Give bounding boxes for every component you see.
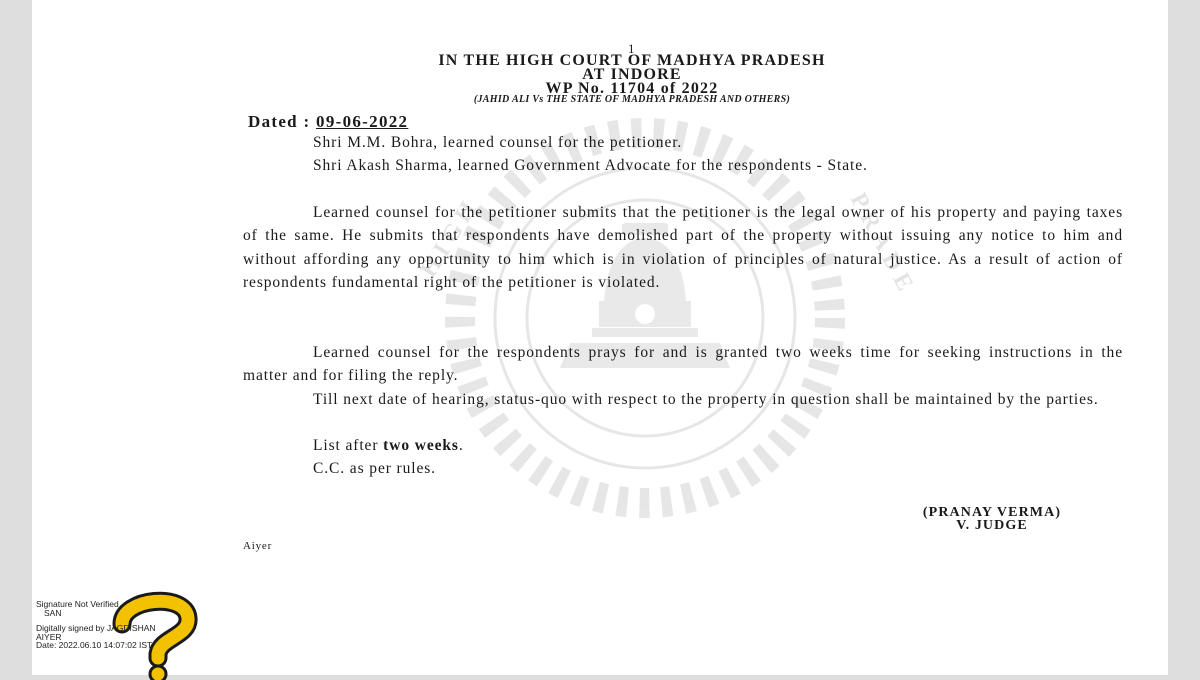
dated-label: Dated : <box>248 112 311 131</box>
paragraph-status-quo: Till next date of hearing, status-quo with respect to the property in question shall be maintained by the parties. <box>313 391 1099 408</box>
paragraph-list-after <box>243 434 1123 457</box>
clerk-initials: Aiyer <box>243 540 273 552</box>
court-name: IN THE HIGH COURT OF MADHYA PRADESH <box>438 52 826 69</box>
list-after-prefix: List after <box>313 437 379 454</box>
digital-signature-block[interactable] <box>36 600 236 650</box>
dated-value: 09-06-2022 <box>316 112 409 131</box>
paragraph-cc: C.C. as per rules. <box>313 460 436 477</box>
watermark-right-text: PRADE <box>844 188 921 301</box>
signature-date: Date: 2022.06.10 14:07:02 IST <box>36 640 153 650</box>
watermark-left-text: HIGH <box>415 192 486 282</box>
paragraph-time-granted: Learned counsel for the respondents prays for and is granted two weeks time for seeking instructions in the matter and for filing the reply. <box>243 344 1123 385</box>
list-after-bold: two weeks <box>383 437 459 454</box>
list-after-suffix: . <box>458 437 464 454</box>
signature-signed-by: Digitally signed by JAGDISHAN <box>36 623 156 633</box>
case-parties: (JAHID ALI Vs THE STATE OF MADHYA PRADESH AND OTHERS) <box>473 94 791 105</box>
signature-code: SAN <box>44 607 62 618</box>
court-bench: AT INDORE <box>582 66 682 83</box>
page-number: 1 <box>628 41 635 56</box>
paragraph-submission: Learned counsel for the petitioner submits that the petitioner is the legal owner of his property and paying taxes of the same. He submits that respondents have demolished part of the property without issuing any notice to him and without affording any opportunity to him which is in violation of principles of natural justice. As a result of action of respondents fundamental right of the petitioner is violated. <box>243 204 1123 292</box>
signature-signer-name: AIYER <box>36 631 62 642</box>
paragraph-respondent-counsel: Shri Akash Sharma, learned Government Advocate for the respondents - State. <box>313 157 868 174</box>
judge-name: (PRANAY VERMA) <box>922 505 1062 520</box>
judge-title: V. JUDGE <box>956 518 1028 533</box>
order-date <box>248 112 408 132</box>
case-number: WP No. 11704 of 2022 <box>545 80 719 97</box>
document-page <box>32 0 1168 675</box>
signature-status: Signature Not Verified <box>36 599 119 609</box>
paragraph-petitioner-counsel: Shri M.M. Bohra, learned counsel for the petitioner. <box>313 134 683 151</box>
